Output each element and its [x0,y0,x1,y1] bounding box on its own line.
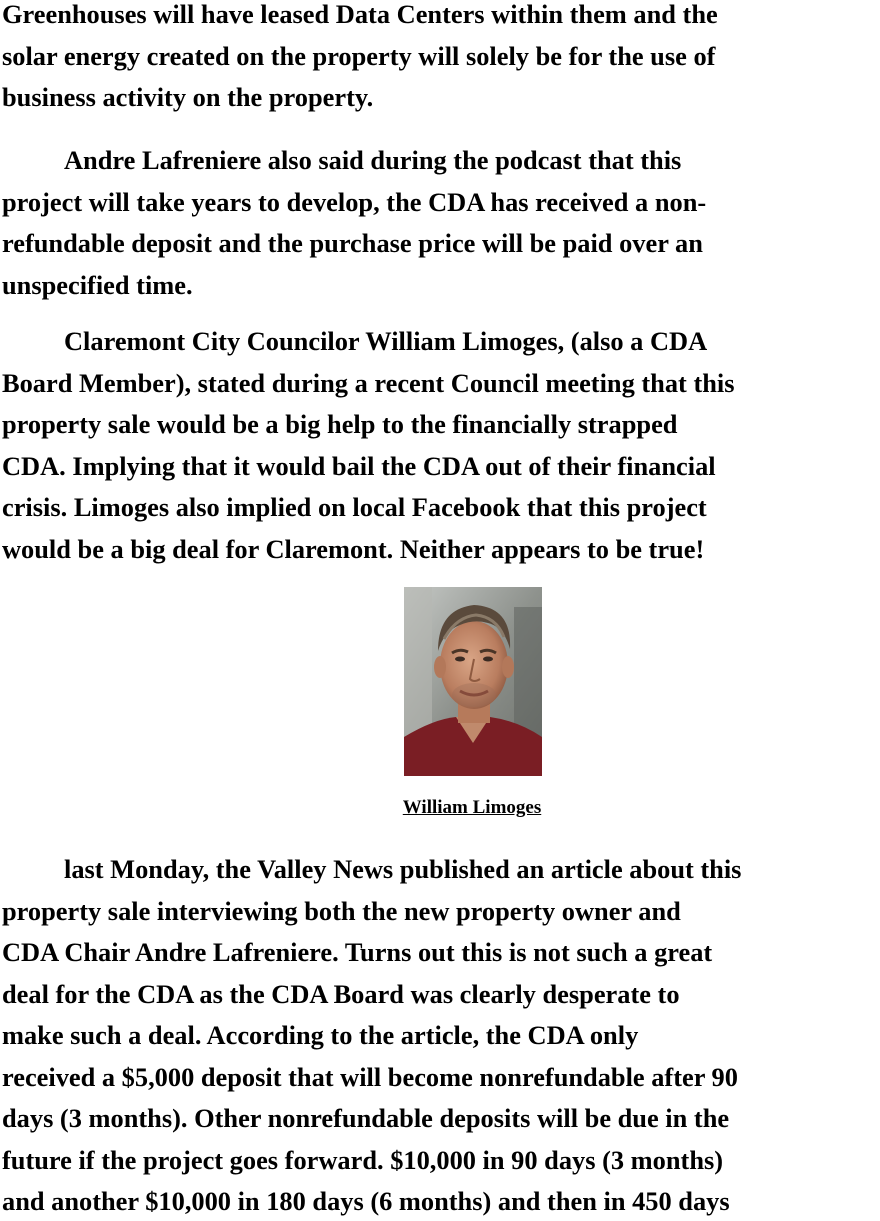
text-line: Andre Lafreniere also said during the podcast that this [64,145,682,175]
paragraph-3 [2,321,880,570]
photo-caption: William Limoges [402,797,542,818]
text-line: property sale would be a big help to the financially strapped [2,409,678,439]
text-line: Greenhouses will have leased Data Centers within them and the [2,0,718,29]
text-line: crisis. Limoges also implied on local Facebook that this project [2,492,707,522]
paragraph-2 [2,140,880,306]
text-line: property sale interviewing both the new property owner and [2,895,681,926]
text-line: would be a big deal for Claremont. Neither appears to be true! [2,533,705,564]
portrait-photo [404,587,542,776]
text-line: last Monday, the Valley News published an article about this [64,854,742,884]
text-line: Claremont City Councilor William Limoges, (also a CDA [64,326,708,356]
text-line: solar energy created on the property will solely be for the use of [2,40,716,71]
paragraph-1 [2,0,880,119]
text-line: future if the project goes forward. $10,000 in 90 days (3 months) [2,1144,724,1175]
paragraph-4 [2,849,880,1221]
text-line: project will take years to develop, the CDA has received a non- [2,186,707,217]
text-line: received a $5,000 deposit that will become nonrefundable after 90 [2,1061,738,1092]
text-line: CDA. Implying that it would bail the CDA out of their financial [2,450,716,481]
text-line: deal for the CDA as the CDA Board was clearly desperate to [2,978,680,1009]
portrait-image [404,587,542,776]
text-line: days (3 months). Other nonrefundable deposits will be due in the [2,1103,730,1133]
text-line: and another $10,000 in 180 days (6 months) and then in 450 days [2,1186,730,1216]
text-line: make such a deal. According to the article, the CDA only [2,1020,639,1050]
text-line: refundable deposit and the purchase price will be paid over an [2,228,703,258]
text-line: unspecified time. [2,269,193,300]
text-line: CDA Chair Andre Lafreniere. Turns out this is not such a great [2,937,713,967]
text-line: Board Member), stated during a recent Council meeting that this [2,367,735,398]
text-line: business activity on the property. [2,82,374,112]
